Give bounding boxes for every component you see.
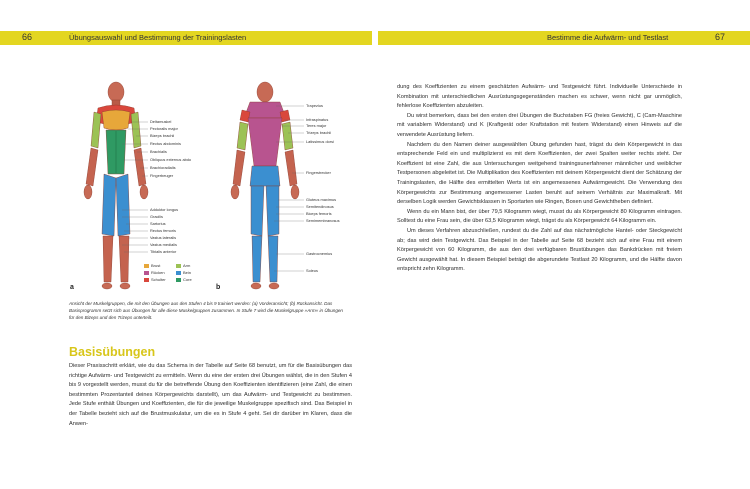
- left-page-number: 66: [22, 32, 33, 42]
- front-label: Deltamuskel: [150, 119, 172, 124]
- legend-item: Brust: [144, 263, 160, 268]
- legend-item: Schulter: [144, 277, 166, 282]
- front-label: Adduktor longus: [150, 207, 179, 212]
- front-label: Gracilis: [150, 214, 163, 219]
- front-label: Sartorius: [150, 221, 166, 226]
- right-body-column: [397, 83, 682, 275]
- paragraph: Nachdem du den Namen deiner ausgewählten Übung gefunden hast, trägst du dein Körpergewicht in das entsprechende Feld ein und multiplizierst es mit dem Koeffizienten, der zwei Spalten weiter rechts steht. Der Koeffizient ist eine Zahl, die aus Untersuchungen weitgehend trainingsunerfahrener männlicher und weiblicher Testpersonen abgeleitet ist. Die Multiplikation des Koeffizienten mit deinem Körpergewicht dient der Schätzung der Trainingslasten, die Hälfte des ermittelten Werts ist ein angemessenes Aufwärmgewicht. Die Verwendung des Körpergewichts zur Bestimmung angemessener Lasten beruht auf seinem Verhältnis zur Maximalkraft. Mit derselben Logik werden Gewichtsklassen in Sportarten wie Ringen, Boxen und Gewichtheben definiert.: [397, 141, 682, 206]
- left-running-title: Übungsauswahl und Bestimmung der Trainingslasten: [69, 33, 247, 42]
- front-label: Bizeps brachii: [150, 133, 175, 138]
- anatomy-figure: [64, 78, 354, 300]
- front-label: Fingerbeuger: [150, 173, 174, 178]
- section-heading: Basisübungen: [69, 345, 156, 359]
- legend-swatch: [144, 271, 149, 275]
- paragraph: dung des Koeffizienten zu einem geschätzten Aufwärm- und Testgewicht führt. Individuelle Unterschiede in Kombination mit unterschiedlichen Ausrüstungsgegenständen machen es schwer, wenn nicht gar unmöglich, fehlerlose Koeffizienten abzuleiten.: [397, 84, 682, 110]
- legend-item: Arm: [176, 263, 190, 268]
- anatomy-illustration: [64, 78, 354, 300]
- right-running-title: Bestimme die Aufwärm- und Testlast: [547, 33, 669, 42]
- right-page-number: 67: [715, 32, 726, 42]
- paragraph: Um dieses Verfahren abzuschließen, rundest du die Zahl auf das nächstmögliche Hantel- oder Steckgewicht ab; das wird dein Testgewicht. Das Beispiel in der Tabelle auf Seite 68 bezieht sich auf eine Frau mit einem Körpergewicht von 60 Kilogramm, die aus den drei verfügbaren Brustübungen das Bankdrücken mit freiem Gewicht ausgewählt hat. In diesem Beispiel beträgt die abgerundete Testlast 20 Kilogramm, und die Hälfte davon entspricht zehn Kilogramm.: [397, 227, 682, 273]
- back-label: Soleus: [306, 268, 318, 273]
- front-label: Rectus femoris: [150, 228, 176, 233]
- legend-swatch: [176, 264, 181, 268]
- panel-letter-a: a: [70, 284, 74, 291]
- front-label: Pectoralis major: [150, 126, 178, 131]
- front-label: Rectus abdominis: [150, 141, 181, 146]
- back-label: Trapezius: [306, 103, 323, 108]
- front-label: Tibialis anterior: [150, 249, 177, 254]
- legend-swatch: [144, 264, 149, 268]
- back-label: Semitendinosus: [306, 204, 334, 209]
- legend-swatch: [144, 278, 149, 282]
- figure-caption: Ansicht der Muskelgruppen, die mit den Übungen aus den Stufen 4 bis 9 trainiert werden: (a) Vorderansicht; (b) Rückansicht. Das Basisprogramm setzt sich aus Übungen für alle diese Muskelgruppen zusammen. In Stufe 7 wird die Muskelgruppe »Arm« in Übungen für den Bizeps und den Trizeps unterteilt.: [69, 301, 343, 320]
- back-label: Fingerstrecker: [306, 170, 331, 175]
- front-label: Brachioradialis: [150, 165, 176, 170]
- front-label: Vastus medialis: [150, 242, 177, 247]
- paragraph: Wenn du ein Mann bist, der über 79,5 Kilogramm wiegt, musst du als Körpergewicht 80 Kilogramm eintragen. Solltest du eine Frau sein, die über 63,5 Kilogramm wiegt, trägst du als Körpergewicht 64 Kilogramm ein.: [397, 208, 682, 225]
- legend-item: Rücken: [144, 270, 165, 275]
- back-label: Trizeps brachii: [306, 130, 332, 135]
- panel-letter-b: b: [216, 284, 221, 291]
- back-body: [231, 82, 299, 289]
- front-label: Vastus lateralis: [150, 235, 177, 240]
- front-label: Brachialis: [150, 149, 167, 154]
- legend-swatch: [176, 271, 181, 275]
- legend-swatch: [176, 278, 181, 282]
- back-label: Teres major: [306, 123, 327, 128]
- front-label: Obliquus externus abdo: [150, 157, 192, 162]
- back-label: Biceps femoris: [306, 211, 332, 216]
- back-label: Infraspinatus: [306, 117, 329, 122]
- back-label: Gluteus maximus: [306, 197, 337, 202]
- paragraph: Du wirst bemerken, dass bei den ersten drei Übungen die Buchstaben FG (freies Gewicht), C (Cam-Maschine mit variablem Widerstand) und K (Kraftgerät oder Kraftstation mit festem Widerstand) einen Hinweis auf die verwendete Ausrüstung liefern.: [397, 112, 682, 138]
- back-label: Gastrocnemius: [306, 251, 333, 256]
- front-body: [84, 82, 148, 289]
- legend-item: Core: [176, 277, 192, 282]
- page-gutter: [372, 0, 378, 489]
- legend-item: Bein: [176, 270, 191, 275]
- left-body-text: Dieser Praxisschritt erklärt, wie du das Schema in der Tabelle auf Seite 68 benutzt, um für die Basisübungen das richtige Aufwärm- und Testgewicht zu ermitteln. Wenn du eine der ersten drei Übungen wählst, die in den Stufen 4 bis 9 vorgestellt werden, musst du für die betreffende Übung den Koeffizienten identifizieren (eine Zahl, die einen bestimmten Prozentanteil deines Körpergewichts darstellt), um das Aufwärm- und Testgewicht zu bestimmen. Jede Stufe enthält Übungen und Koeffizienten, die für die jeweilige Muskelgruppe spezifisch sind. Das Beispiel in der Tabelle bezieht sich auf die Brustmuskulatur, um die es in Stufe 4 geht. Sei dir darüber im Klaren, dass die Anwen-: [69, 363, 352, 427]
- back-label: Semimembranosus: [306, 218, 340, 223]
- back-label: Latissimus dorsi: [306, 139, 334, 144]
